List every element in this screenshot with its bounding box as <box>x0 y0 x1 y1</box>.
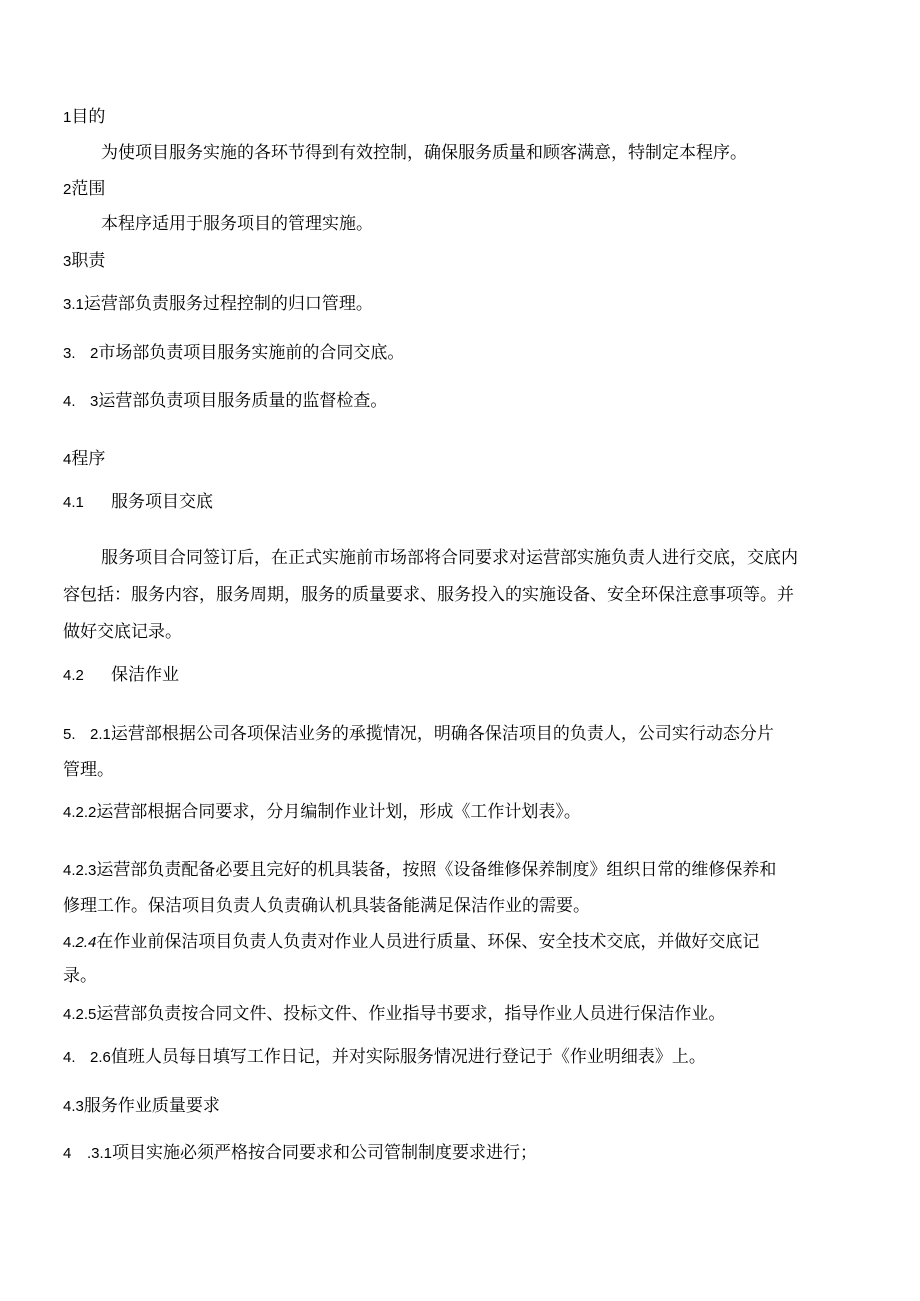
subsection-4-2-heading: 4.2 保洁作业 <box>63 665 179 685</box>
section-4-heading: 4程序 <box>63 449 106 469</box>
item-3-1: 3.1运营部负责服务过程控制的归口管理。 <box>63 294 373 314</box>
item-4-3-1: 4 .3.1项目实施必须严格按合同要求和公司管制制度要求进行； <box>63 1143 538 1163</box>
item-3-3: 4. 3运营部负责项目服务质量的监督检查。 <box>63 391 388 411</box>
section-1-heading: 1目的 <box>63 107 106 127</box>
item-4-2-3-line-2: 修理工作。保洁项目负责人负责确认机具装备能满足保洁作业的需要。 <box>63 896 590 916</box>
item-4-2-1-line-2: 管理。 <box>63 760 114 780</box>
subsection-4-1-heading: 4.1 服务项目交底 <box>63 492 213 512</box>
item-4-2-2: 4.2.2运营部根据合同要求，分月编制作业计划，形成《工作计划表》。 <box>63 802 581 822</box>
item-4-2-3-line-1: 4.2.3运营部负责配备必要且完好的机具装备，按照《设备维修保养制度》组织日常的维修保养和 <box>63 860 777 880</box>
item-4-2-5: 4.2.5运营部负责按合同文件、投标文件、作业指导书要求，指导作业人员进行保洁作业。 <box>63 1004 726 1024</box>
item-4-2-4-line-1: 4.2.4在作业前保洁项目负责人负责对作业人员进行质量、环保、安全技术交底，并做好交底记 <box>63 932 760 952</box>
item-4-2-6: 4. 2.6值班人员每日填写工作日记，并对实际服务情况进行登记于《作业明细表》上。 <box>63 1047 706 1067</box>
section-1-body: 为使项目服务实施的各环节得到有效控制，确保服务质量和顾客满意，特制定本程序。 <box>101 143 747 163</box>
paragraph-4-1-line-3: 做好交底记录。 <box>63 622 182 642</box>
item-4-2-1-line-1: 5. 2.1运营部根据公司各项保洁业务的承揽情况，明确各保洁项目的负责人，公司实行动态分片 <box>63 724 774 744</box>
section-2-heading: 2范围 <box>63 179 106 199</box>
section-2-body: 本程序适用于服务项目的管理实施。 <box>101 214 373 234</box>
section-3-heading: 3职责 <box>63 251 106 271</box>
subsection-4-3-heading: 4.3服务作业质量要求 <box>63 1096 220 1116</box>
item-3-2: 3. 2市场部负责项目服务实施前的合同交底。 <box>63 343 405 363</box>
paragraph-4-1-line-2: 容包括：服务内容，服务周期，服务的质量要求、服务投入的实施设备、安全环保注意事项等。并 <box>63 585 794 605</box>
paragraph-4-1-line-1: 服务项目合同签订后，在正式实施前市场部将合同要求对运营部实施负责人进行交底，交底内 <box>101 548 798 568</box>
item-4-2-4-line-2: 录。 <box>63 966 97 986</box>
